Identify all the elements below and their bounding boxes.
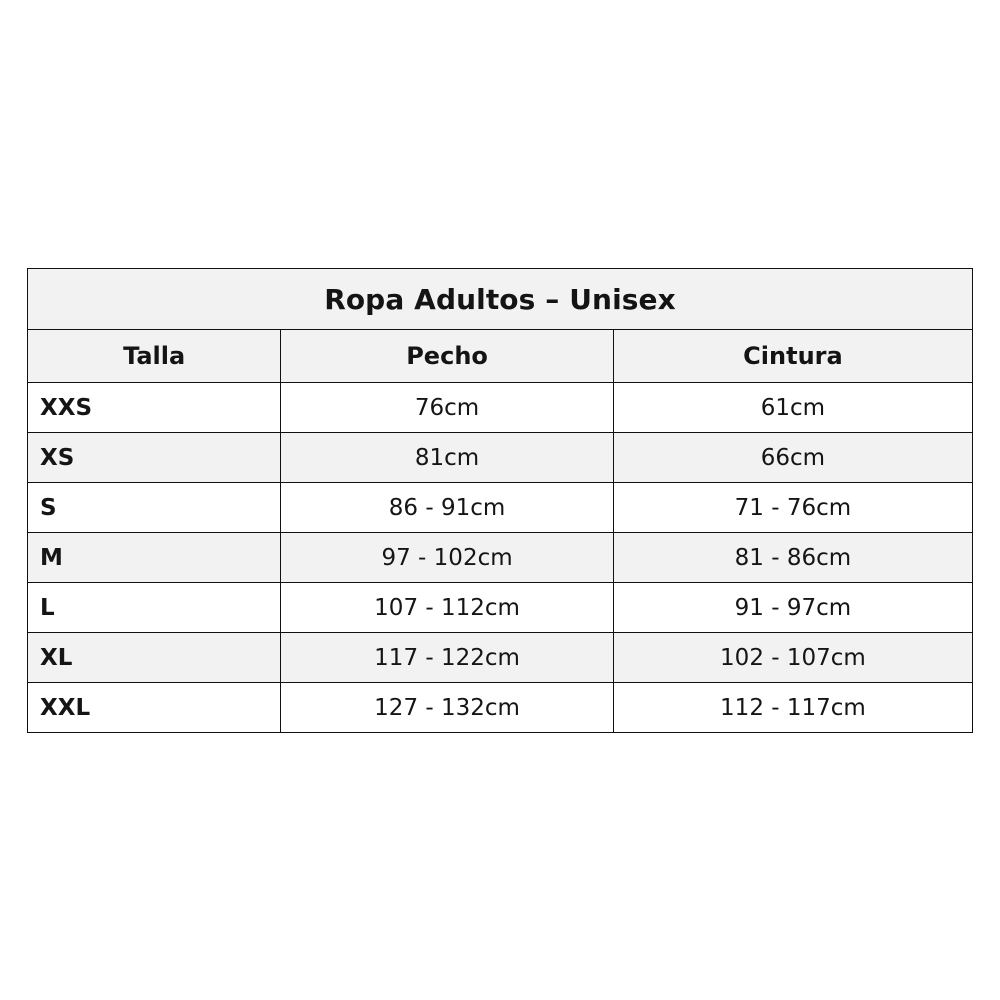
table-title-row	[28, 269, 973, 330]
column-header-talla: Talla	[28, 330, 281, 383]
table-row	[28, 433, 973, 483]
cell-cintura: 91 - 97cm	[613, 583, 972, 633]
cell-cintura: 61cm	[613, 383, 972, 433]
table-row	[28, 483, 973, 533]
cell-cintura: 66cm	[613, 433, 972, 483]
column-header-pecho: Pecho	[281, 330, 614, 383]
cell-cintura: 81 - 86cm	[613, 533, 972, 583]
table-header-row	[28, 330, 973, 383]
table-row	[28, 533, 973, 583]
cell-pecho: 97 - 102cm	[281, 533, 614, 583]
size-chart-table	[27, 268, 973, 733]
table-row	[28, 683, 973, 733]
cell-talla: L	[28, 583, 281, 633]
column-header-cintura: Cintura	[613, 330, 972, 383]
cell-talla: XXS	[28, 383, 281, 433]
cell-talla: S	[28, 483, 281, 533]
table-title: Ropa Adultos – Unisex	[28, 269, 973, 330]
cell-cintura: 71 - 76cm	[613, 483, 972, 533]
table-row	[28, 583, 973, 633]
cell-pecho: 117 - 122cm	[281, 633, 614, 683]
cell-talla: XS	[28, 433, 281, 483]
cell-talla: XL	[28, 633, 281, 683]
cell-talla: M	[28, 533, 281, 583]
cell-talla: XXL	[28, 683, 281, 733]
cell-pecho: 127 - 132cm	[281, 683, 614, 733]
cell-pecho: 86 - 91cm	[281, 483, 614, 533]
cell-pecho: 76cm	[281, 383, 614, 433]
size-chart-container	[27, 268, 973, 733]
cell-cintura: 102 - 107cm	[613, 633, 972, 683]
table-row	[28, 383, 973, 433]
cell-pecho: 107 - 112cm	[281, 583, 614, 633]
table-row	[28, 633, 973, 683]
cell-cintura: 112 - 117cm	[613, 683, 972, 733]
cell-pecho: 81cm	[281, 433, 614, 483]
